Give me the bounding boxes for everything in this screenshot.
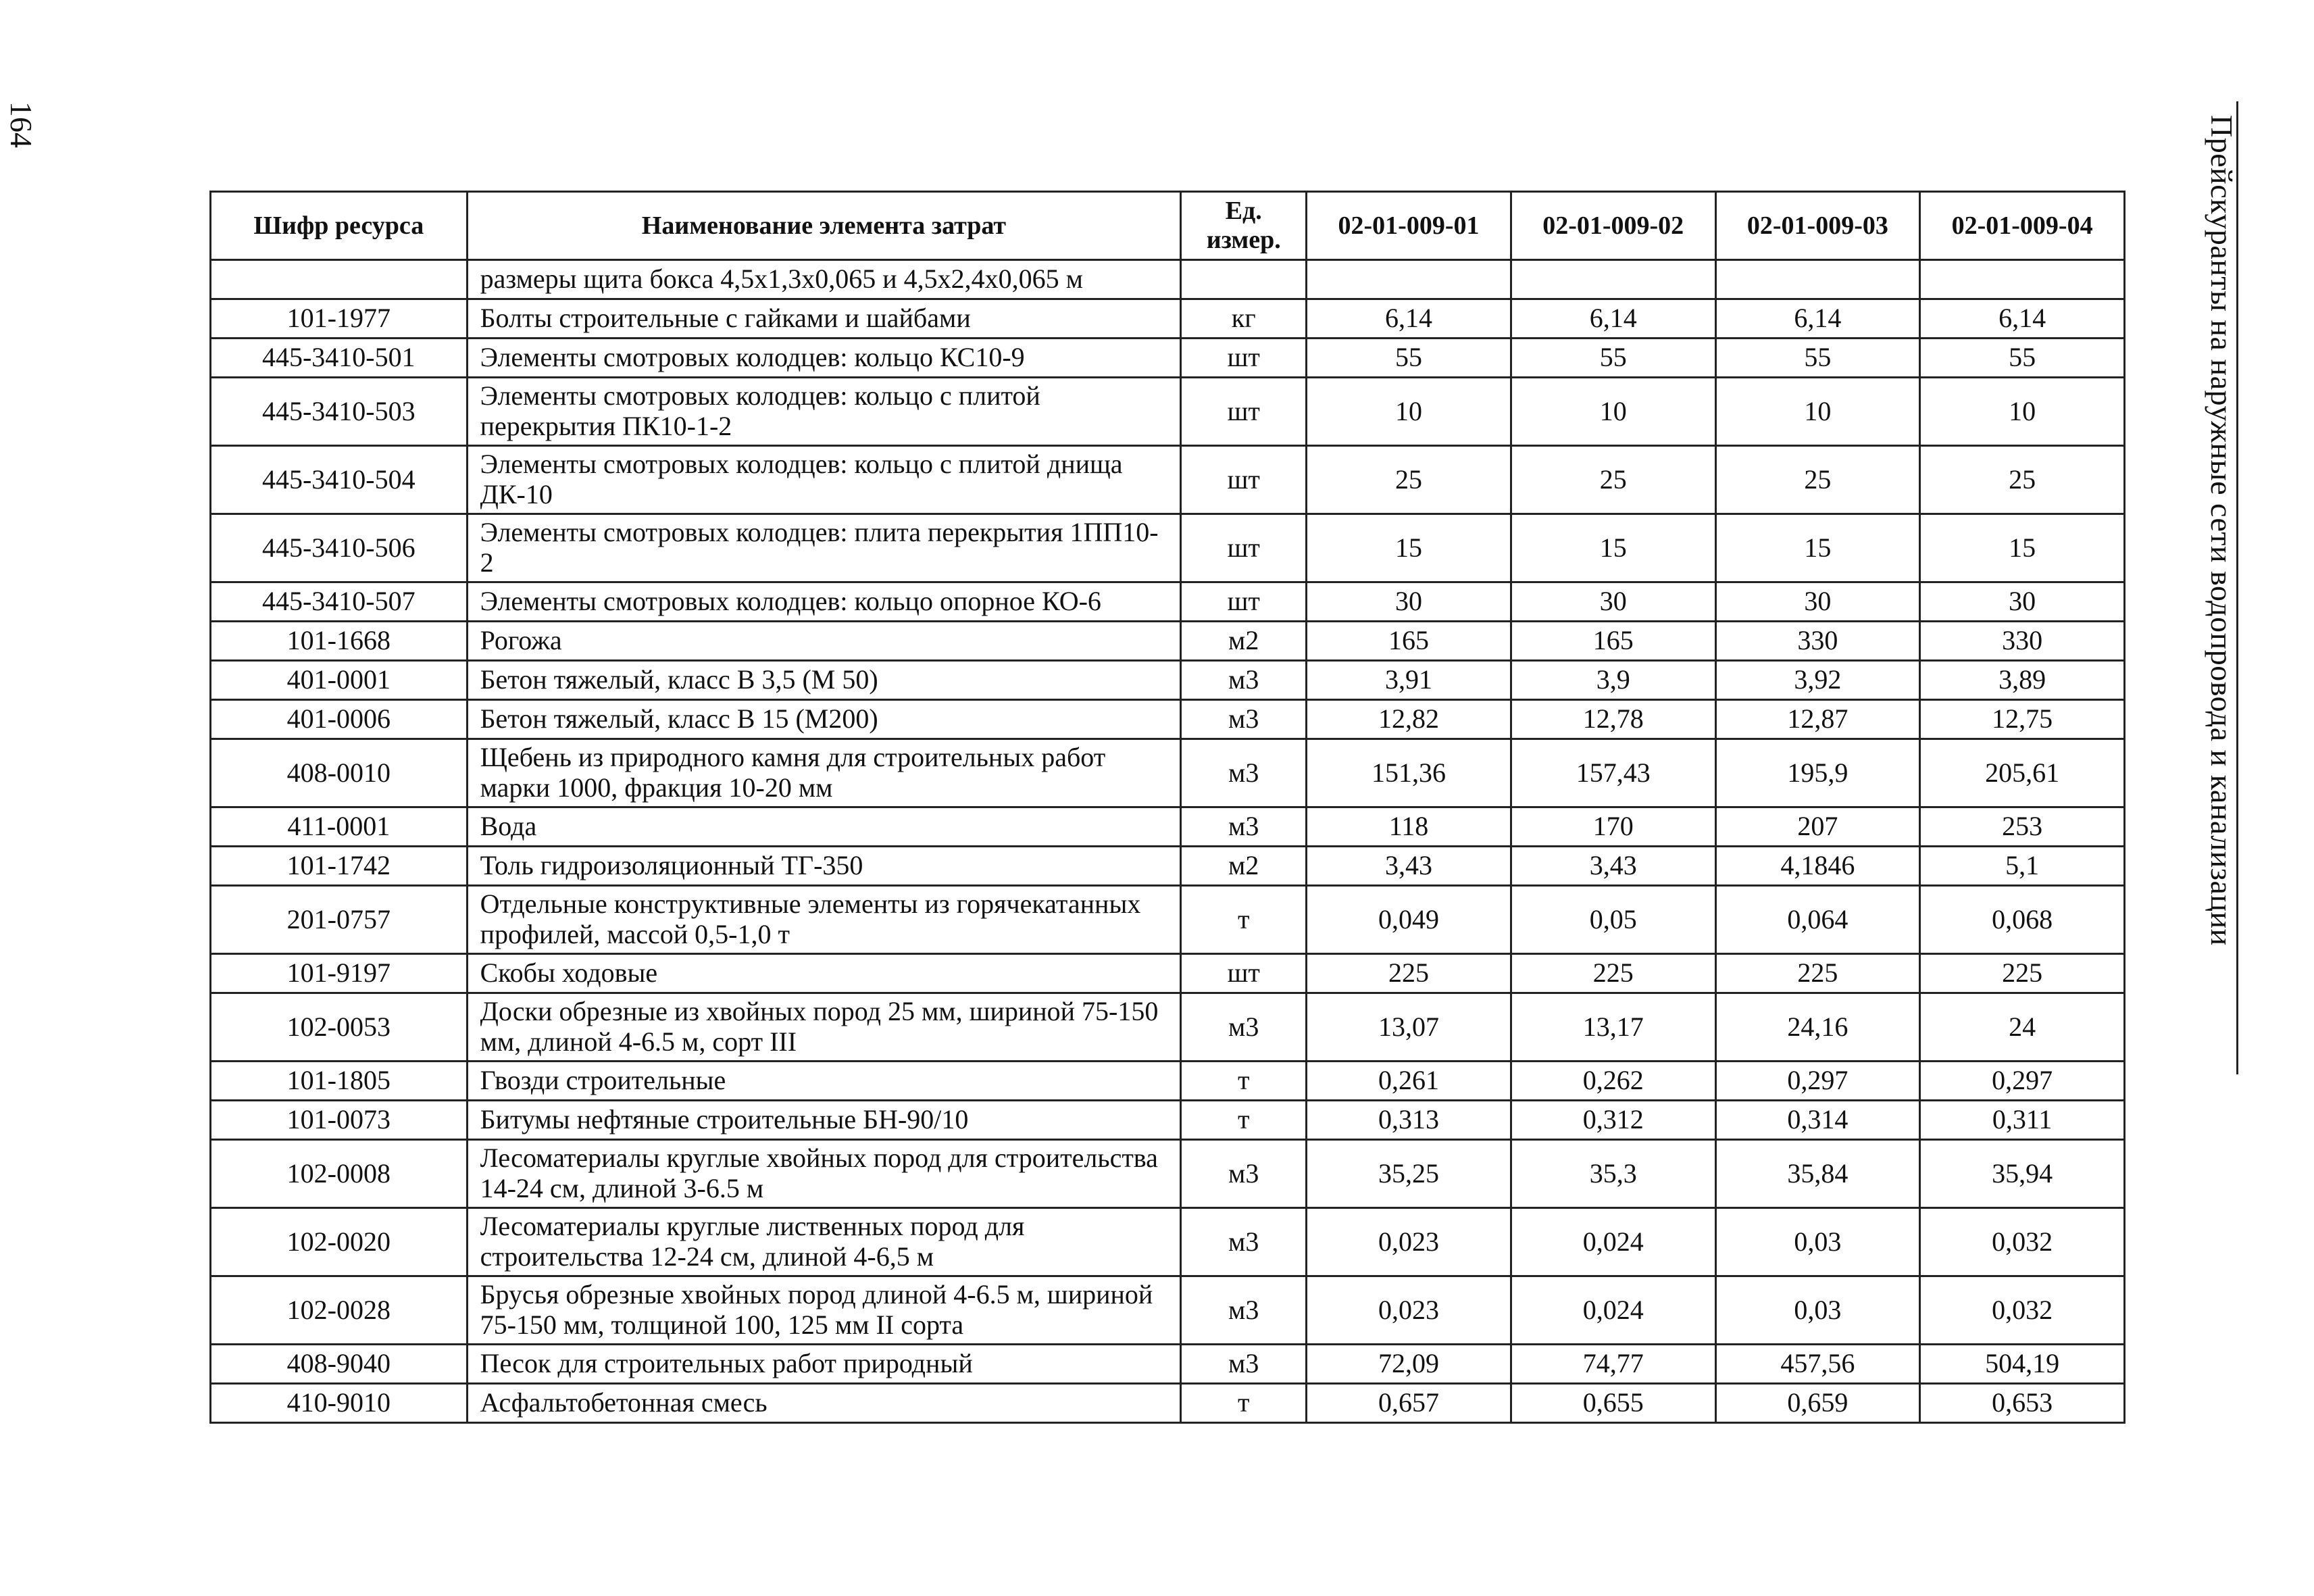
resource-code: 101-1668 [211, 622, 468, 661]
resource-code: 411-0001 [211, 807, 468, 847]
value-cell: 25 [1307, 446, 1511, 514]
resource-name: Доски обрезные из хвойных пород 25 мм, шириной 75-150 мм, длиной 4-6.5 м, сорт III [467, 993, 1181, 1062]
resource-code: 401-0006 [211, 700, 468, 739]
unit-cell: м3 [1181, 700, 1307, 739]
value-cell: 15 [1307, 514, 1511, 582]
value-cell: 0,261 [1307, 1062, 1511, 1101]
value-cell: 0,311 [1920, 1101, 2125, 1140]
value-cell: 6,14 [1307, 299, 1511, 339]
resource-name: Элементы смотровых колодцев: кольцо КС10-9 [467, 339, 1181, 378]
value-cell: 170 [1511, 807, 1715, 847]
column-header: 02-01-009-04 [1920, 192, 2125, 260]
value-cell: 0,655 [1511, 1384, 1715, 1423]
column-header: Ед. измер. [1181, 192, 1307, 260]
value-cell: 10 [1307, 378, 1511, 446]
value-cell: 24,16 [1715, 993, 1920, 1062]
value-cell: 225 [1920, 954, 2125, 993]
value-cell: 157,43 [1511, 739, 1715, 807]
value-cell: 15 [1920, 514, 2125, 582]
resource-code: 445-3410-501 [211, 339, 468, 378]
value-cell: 10 [1920, 378, 2125, 446]
resource-name: Битумы нефтяные строительные БН-90/10 [467, 1101, 1181, 1140]
resource-name: Брусья обрезные хвойных пород длиной 4-6.5 м, шириной 75-150 мм, толщиной 100, 125 мм II сорта [467, 1276, 1181, 1345]
table-row [211, 582, 2125, 622]
value-cell: 12,82 [1307, 700, 1511, 739]
value-cell: 35,94 [1920, 1140, 2125, 1208]
value-cell: 13,17 [1511, 993, 1715, 1062]
table-body [211, 260, 2125, 1423]
resource-name: Отдельные конструктивные элементы из горячекатанных профилей, массой 0,5-1,0 т [467, 886, 1181, 954]
value-cell: 225 [1715, 954, 1920, 993]
value-cell: 74,77 [1511, 1345, 1715, 1384]
value-cell: 0,314 [1715, 1101, 1920, 1140]
unit-cell: м2 [1181, 847, 1307, 886]
resource-code: 201-0757 [211, 886, 468, 954]
value-cell: 10 [1715, 378, 1920, 446]
value-cell: 0,297 [1715, 1062, 1920, 1101]
value-cell: 0,024 [1511, 1208, 1715, 1276]
value-cell: 0,653 [1920, 1384, 2125, 1423]
value-cell: 30 [1307, 582, 1511, 622]
unit-cell: т [1181, 1384, 1307, 1423]
resource-name: Щебень из природного камня для строительных работ марки 1000, фракция 10-20 мм [467, 739, 1181, 807]
header-row [211, 192, 2125, 260]
resources-table [209, 191, 2126, 1424]
value-cell: 165 [1307, 622, 1511, 661]
value-cell: 3,89 [1920, 661, 2125, 700]
unit-cell: кг [1181, 299, 1307, 339]
value-cell: 13,07 [1307, 993, 1511, 1062]
value-cell: 0,023 [1307, 1208, 1511, 1276]
resource-code: 445-3410-504 [211, 446, 468, 514]
value-cell: 10 [1511, 378, 1715, 446]
value-cell: 207 [1715, 807, 1920, 847]
table-row [211, 739, 2125, 807]
unit-cell: шт [1181, 582, 1307, 622]
unit-cell [1181, 260, 1307, 299]
value-cell: 15 [1511, 514, 1715, 582]
resource-code: 445-3410-503 [211, 378, 468, 446]
value-cell: 35,3 [1511, 1140, 1715, 1208]
unit-cell: т [1181, 886, 1307, 954]
column-header: 02-01-009-01 [1307, 192, 1511, 260]
value-cell: 330 [1715, 622, 1920, 661]
value-cell: 151,36 [1307, 739, 1511, 807]
resource-name: Болты строительные с гайками и шайбами [467, 299, 1181, 339]
resource-code: 408-0010 [211, 739, 468, 807]
value-cell: 0,024 [1511, 1276, 1715, 1345]
resource-code: 102-0020 [211, 1208, 468, 1276]
table-row [211, 1208, 2125, 1276]
resource-code: 445-3410-506 [211, 514, 468, 582]
value-cell: 12,78 [1511, 700, 1715, 739]
value-cell: 30 [1920, 582, 2125, 622]
resource-name: Гвозди строительные [467, 1062, 1181, 1101]
value-cell: 0,023 [1307, 1276, 1511, 1345]
value-cell: 55 [1920, 339, 2125, 378]
resource-code: 102-0008 [211, 1140, 468, 1208]
value-cell: 0,05 [1511, 886, 1715, 954]
value-cell [1511, 260, 1715, 299]
value-cell: 30 [1511, 582, 1715, 622]
value-cell: 35,25 [1307, 1140, 1511, 1208]
table-row [211, 700, 2125, 739]
value-cell: 504,19 [1920, 1345, 2125, 1384]
table-row [211, 1140, 2125, 1208]
resource-name: Песок для строительных работ природный [467, 1345, 1181, 1384]
resource-name: Толь гидроизоляционный ТГ-350 [467, 847, 1181, 886]
value-cell: 55 [1715, 339, 1920, 378]
value-cell: 3,91 [1307, 661, 1511, 700]
table-row [211, 886, 2125, 954]
resource-name: Бетон тяжелый, класс В 15 (М200) [467, 700, 1181, 739]
resource-code: 401-0001 [211, 661, 468, 700]
running-title: Прейскуранты на наружные сети водопровода и канализации [2205, 115, 2239, 946]
value-cell: 12,87 [1715, 700, 1920, 739]
value-cell: 35,84 [1715, 1140, 1920, 1208]
unit-cell: т [1181, 1101, 1307, 1140]
table-row [211, 1101, 2125, 1140]
value-cell: 6,14 [1920, 299, 2125, 339]
value-cell: 0,313 [1307, 1101, 1511, 1140]
value-cell [1715, 260, 1920, 299]
value-cell: 3,92 [1715, 661, 1920, 700]
value-cell: 6,14 [1511, 299, 1715, 339]
unit-cell: шт [1181, 514, 1307, 582]
column-header: Наименование элемента затрат [467, 192, 1181, 260]
resource-code: 445-3410-507 [211, 582, 468, 622]
value-cell: 457,56 [1715, 1345, 1920, 1384]
table-row [211, 622, 2125, 661]
value-cell: 225 [1307, 954, 1511, 993]
value-cell: 3,43 [1307, 847, 1511, 886]
resource-name: Элементы смотровых колодцев: плита перекрытия 1ПП10-2 [467, 514, 1181, 582]
unit-cell: м3 [1181, 993, 1307, 1062]
value-cell: 4,1846 [1715, 847, 1920, 886]
value-cell: 0,03 [1715, 1208, 1920, 1276]
table-row [211, 1276, 2125, 1345]
value-cell: 0,032 [1920, 1276, 2125, 1345]
value-cell: 55 [1307, 339, 1511, 378]
resource-code: 101-0073 [211, 1101, 468, 1140]
resource-code: 101-1977 [211, 299, 468, 339]
value-cell: 0,297 [1920, 1062, 2125, 1101]
value-cell: 0,657 [1307, 1384, 1511, 1423]
value-cell: 225 [1511, 954, 1715, 993]
value-cell: 0,068 [1920, 886, 2125, 954]
value-cell: 0,032 [1920, 1208, 2125, 1276]
resource-name: Лесоматериалы круглые лиственных пород для строительства 12-24 см, длиной 4-6,5 м [467, 1208, 1181, 1276]
value-cell: 72,09 [1307, 1345, 1511, 1384]
resource-name: Асфальтобетонная смесь [467, 1384, 1181, 1423]
resource-name: Лесоматериалы круглые хвойных пород для строительства 14-24 см, длиной 3-6.5 м [467, 1140, 1181, 1208]
value-cell: 5,1 [1920, 847, 2125, 886]
value-cell: 0,659 [1715, 1384, 1920, 1423]
table-row [211, 339, 2125, 378]
unit-cell: м3 [1181, 1208, 1307, 1276]
unit-cell: шт [1181, 339, 1307, 378]
table-row [211, 260, 2125, 299]
unit-cell: шт [1181, 378, 1307, 446]
table-row [211, 299, 2125, 339]
table-row [211, 1345, 2125, 1384]
table-row [211, 1062, 2125, 1101]
value-cell: 3,43 [1511, 847, 1715, 886]
resource-name: размеры щита бокса 4,5х1,3х0,065 и 4,5х2,4х0,065 м [467, 260, 1181, 299]
resource-name: Элементы смотровых колодцев: кольцо опорное КО-6 [467, 582, 1181, 622]
unit-cell: м3 [1181, 1345, 1307, 1384]
value-cell: 118 [1307, 807, 1511, 847]
value-cell: 55 [1511, 339, 1715, 378]
value-cell: 0,064 [1715, 886, 1920, 954]
column-header: 02-01-009-02 [1511, 192, 1715, 260]
value-cell: 24 [1920, 993, 2125, 1062]
table-row [211, 378, 2125, 446]
table-row [211, 954, 2125, 993]
value-cell: 205,61 [1920, 739, 2125, 807]
value-cell: 0,312 [1511, 1101, 1715, 1140]
value-cell: 3,9 [1511, 661, 1715, 700]
resource-code: 410-9010 [211, 1384, 468, 1423]
unit-cell: м3 [1181, 661, 1307, 700]
resource-code: 101-9197 [211, 954, 468, 993]
resource-name: Рогожа [467, 622, 1181, 661]
unit-cell: м3 [1181, 739, 1307, 807]
value-cell: 0,03 [1715, 1276, 1920, 1345]
page-number: 164 [4, 101, 39, 148]
resource-code [211, 260, 468, 299]
unit-cell: м3 [1181, 1276, 1307, 1345]
value-cell: 253 [1920, 807, 2125, 847]
unit-cell: шт [1181, 954, 1307, 993]
column-header: Шифр ресурса [211, 192, 468, 260]
value-cell: 12,75 [1920, 700, 2125, 739]
value-cell: 6,14 [1715, 299, 1920, 339]
resource-code: 101-1805 [211, 1062, 468, 1101]
value-cell: 0,262 [1511, 1062, 1715, 1101]
resource-code: 408-9040 [211, 1345, 468, 1384]
value-cell: 25 [1511, 446, 1715, 514]
resource-name: Бетон тяжелый, класс В 3,5 (М 50) [467, 661, 1181, 700]
table-row [211, 1384, 2125, 1423]
value-cell: 195,9 [1715, 739, 1920, 807]
resource-code: 102-0053 [211, 993, 468, 1062]
value-cell [1920, 260, 2125, 299]
table-row [211, 847, 2125, 886]
table-row [211, 807, 2125, 847]
table-row [211, 446, 2125, 514]
resource-name: Скобы ходовые [467, 954, 1181, 993]
value-cell: 330 [1920, 622, 2125, 661]
unit-cell: м3 [1181, 807, 1307, 847]
unit-cell: м3 [1181, 1140, 1307, 1208]
value-cell: 15 [1715, 514, 1920, 582]
unit-cell: т [1181, 1062, 1307, 1101]
column-header: 02-01-009-03 [1715, 192, 1920, 260]
unit-cell: шт [1181, 446, 1307, 514]
value-cell: 25 [1715, 446, 1920, 514]
value-cell: 0,049 [1307, 886, 1511, 954]
unit-cell: м2 [1181, 622, 1307, 661]
resource-name: Элементы смотровых колодцев: кольцо с плитой перекрытия ПК10-1-2 [467, 378, 1181, 446]
resource-code: 102-0028 [211, 1276, 468, 1345]
table-row [211, 993, 2125, 1062]
table-row [211, 661, 2125, 700]
resource-name: Вода [467, 807, 1181, 847]
table-row [211, 514, 2125, 582]
value-cell: 165 [1511, 622, 1715, 661]
value-cell [1307, 260, 1511, 299]
resource-name: Элементы смотровых колодцев: кольцо с плитой днища ДК-10 [467, 446, 1181, 514]
value-cell: 30 [1715, 582, 1920, 622]
value-cell: 25 [1920, 446, 2125, 514]
resource-code: 101-1742 [211, 847, 468, 886]
